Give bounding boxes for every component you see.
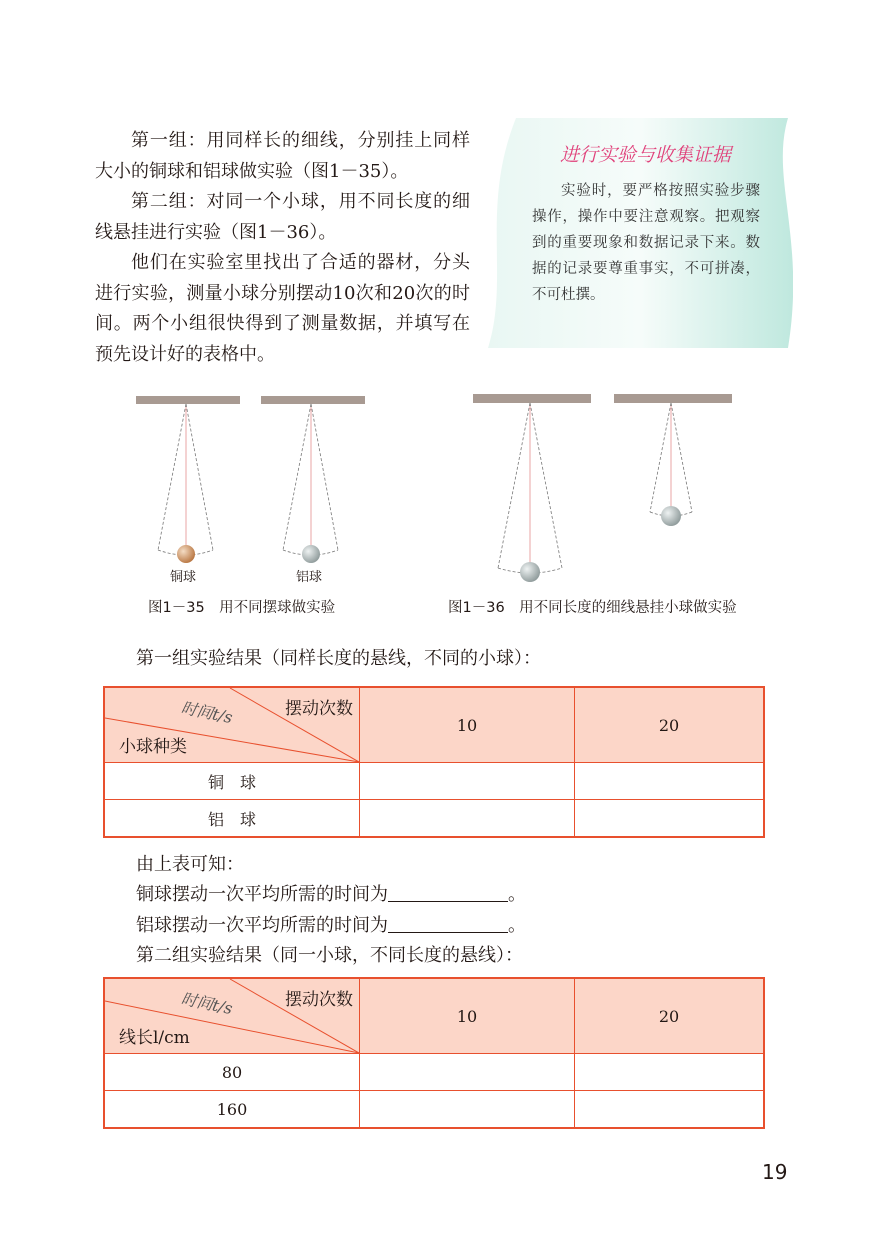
sidebar-title: 进行实验与收集证据 — [560, 144, 732, 166]
intro-paragraph-3: 他们在实验室里找出了合适的器材，分头进行实验，测量小球分别摆动10次和20次的时间。两个小组很快得到了测量数据，并填写在预先设计好的表格中。 — [95, 252, 470, 365]
intro-paragraph-2: 第二组：对同一个小球，用不同长度的细线悬挂进行实验（图1－36）。 — [95, 191, 470, 243]
table-group1-results — [103, 686, 765, 838]
corner-header-time: 时间t/s — [179, 988, 235, 1019]
aluminum-pendulum — [261, 396, 365, 563]
conclusion-aluminum-line — [136, 911, 526, 937]
table-row-label: 铜 球 — [104, 763, 360, 800]
aluminum-answer-blank[interactable] — [388, 914, 508, 933]
sidebar-body — [532, 178, 760, 308]
pendulum-figures — [0, 380, 883, 590]
conclusion-period: 。 — [508, 884, 526, 905]
table-corner-cell — [104, 978, 360, 1054]
table-cell-empty — [575, 1091, 765, 1129]
intro-paragraph-1: 第一组：用同样长的细线，分别挂上同样大小的铜球和铝球做实验（图1－35）。 — [95, 130, 470, 182]
table-header-row — [104, 978, 764, 1054]
table-row-label: 80 — [104, 1054, 360, 1091]
copper-pendulum — [136, 396, 240, 563]
table-cell-empty — [575, 763, 765, 800]
corner-header-swings: 摆动次数 — [285, 699, 353, 719]
table-row-label: 铝 球 — [104, 800, 360, 838]
table-row — [104, 1054, 764, 1091]
table-row-label: 160 — [104, 1091, 360, 1129]
copper-answer-blank[interactable] — [388, 883, 508, 902]
table1-intro: 第一组实验结果（同样长度的悬线，不同的小球）： — [136, 648, 541, 669]
table-cell-empty — [360, 1054, 575, 1091]
copper-ball-label: 铜球 — [170, 570, 197, 585]
table-row — [104, 1091, 764, 1129]
aluminum-ball-label: 铝球 — [296, 570, 323, 585]
table-corner-cell — [104, 687, 360, 763]
figure-caption-1-36: 图1－36 用不同长度的细线悬挂小球做实验 — [448, 600, 737, 616]
long-pendulum — [473, 394, 591, 582]
conclusion-lead: 由上表可知： — [136, 854, 244, 875]
table-cell-empty — [575, 800, 765, 838]
corner-header-length: 线长l/cm — [119, 1028, 190, 1048]
table2-intro: 第二组实验结果（同一小球，不同长度的悬线）： — [136, 945, 523, 966]
figure-caption-1-35: 图1－35 用不同摆球做实验 — [148, 600, 336, 616]
conclusion-period: 。 — [508, 915, 526, 936]
table-header-row — [104, 687, 764, 763]
corner-header-swings: 摆动次数 — [285, 990, 353, 1010]
table-cell-empty — [575, 1054, 765, 1091]
table-header-cell: 20 — [575, 687, 765, 763]
table-cell-empty — [360, 1091, 575, 1129]
sidebar-paragraph: 实验时，要严格按照实验步骤操作，操作中要注意观察。把观察到的重要现象和数据记录下来。数据的记录要尊重事实，不可拼凑，不可杜撰。 — [532, 183, 760, 303]
table-group2-results — [103, 977, 765, 1129]
table-header-cell: 10 — [360, 687, 575, 763]
corner-header-time: 时间t/s — [179, 697, 235, 728]
table-cell-empty — [360, 800, 575, 838]
table-header-cell: 10 — [360, 978, 575, 1054]
table-header-cell: 20 — [575, 978, 765, 1054]
table-row — [104, 763, 764, 800]
page-number: 19 — [762, 1160, 788, 1184]
conclusion-aluminum-text: 铝球摆动一次平均所需的时间为 — [136, 915, 388, 936]
table-cell-empty — [360, 763, 575, 800]
short-pendulum — [614, 394, 732, 526]
sidebar-note — [488, 118, 793, 348]
table-row — [104, 800, 764, 838]
intro-text — [95, 126, 470, 370]
conclusion-copper-text: 铜球摆动一次平均所需的时间为 — [136, 884, 388, 905]
corner-header-ball-type: 小球种类 — [119, 737, 187, 757]
conclusion-copper-line — [136, 880, 526, 906]
